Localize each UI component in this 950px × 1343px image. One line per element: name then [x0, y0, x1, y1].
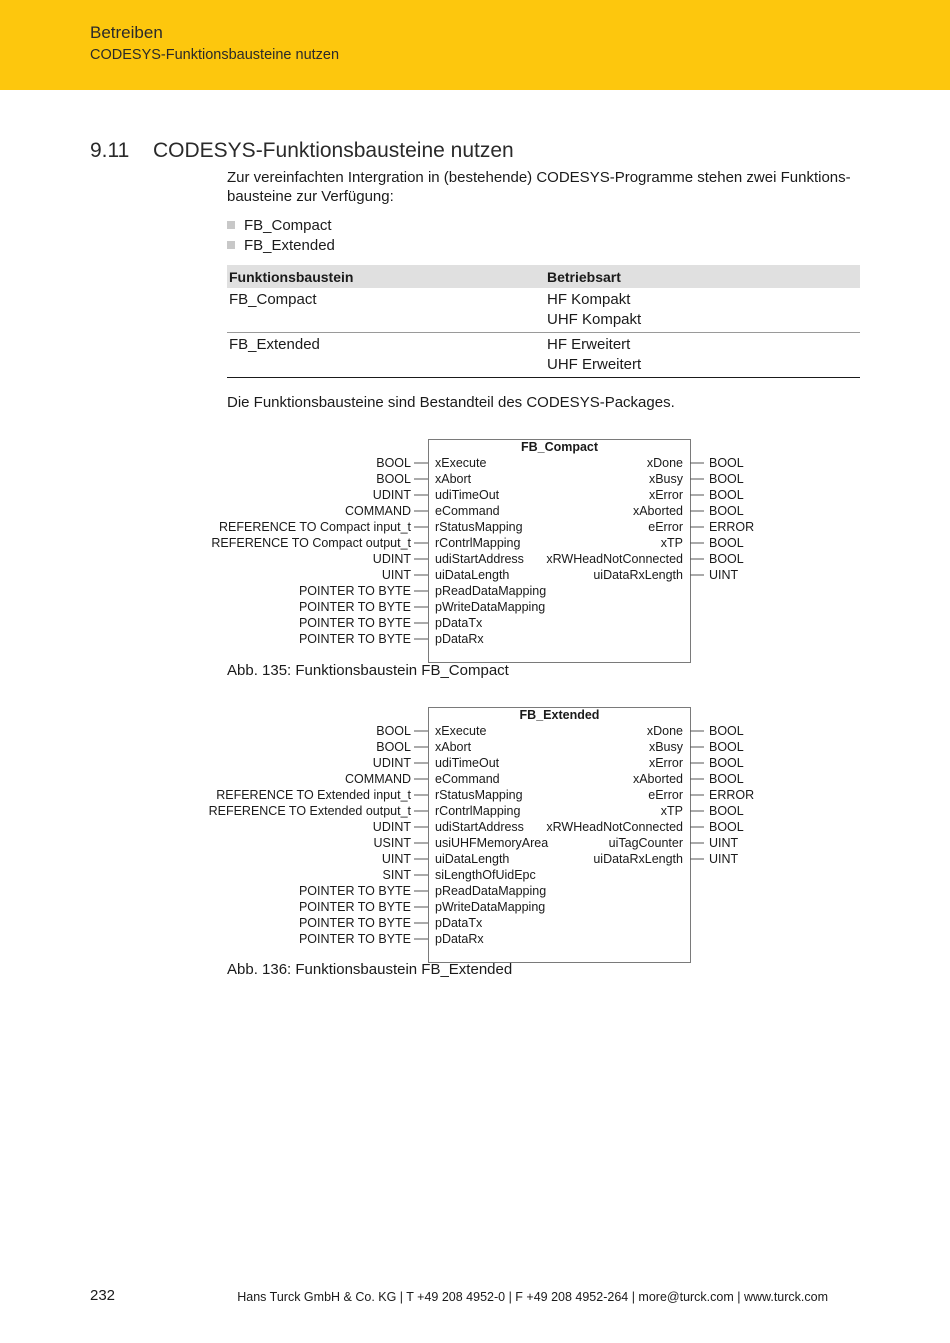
input-pin-name: pWriteDataMapping: [435, 600, 546, 614]
output-pin-type: BOOL: [709, 488, 744, 502]
input-pin-type: UDINT: [372, 552, 411, 566]
mode-line: HF Erweitert: [547, 336, 631, 353]
section-heading: [90, 139, 514, 163]
input-pin-name: uiDataLength: [435, 852, 510, 866]
mode-line: HF Kompakt: [547, 291, 631, 308]
output-pin-type: BOOL: [709, 456, 744, 470]
input-pin-name: rStatusMapping: [435, 520, 523, 534]
figure-caption: Abb. 136: Funktionsbaustein FB_Extended: [227, 961, 513, 978]
input-pin-type: POINTER TO BYTE: [298, 932, 411, 946]
input-pin-type: BOOL: [376, 472, 411, 486]
output-pin-name: xBusy: [648, 740, 683, 754]
function-block-name: FB_Compact: [520, 440, 599, 454]
table-row: [227, 333, 860, 378]
intro-line: bausteine zur Verfügung:: [227, 188, 394, 205]
input-pin-name: xExecute: [435, 456, 487, 470]
table-cell: [545, 288, 860, 333]
input-pin-name: xAbort: [435, 472, 472, 486]
input-pin-type: UDINT: [372, 488, 411, 502]
input-pin-name: udiStartAddress: [435, 820, 524, 834]
output-pin-name: xTP: [660, 536, 683, 550]
function-block-name: FB_Extended: [519, 708, 600, 722]
fb-extended-diagram: [0, 707, 950, 963]
input-pin-name: rStatusMapping: [435, 788, 523, 802]
input-pin-type: UINT: [381, 852, 411, 866]
input-pin-name: udiStartAddress: [435, 552, 524, 566]
output-pin-type: BOOL: [709, 536, 744, 550]
output-pin-name: uiTagCounter: [608, 836, 683, 850]
list-item-label: FB_Extended: [244, 236, 335, 254]
input-pin-type: POINTER TO BYTE: [298, 616, 411, 630]
input-pin-type: BOOL: [376, 456, 411, 470]
input-pin-name: udiTimeOut: [435, 488, 500, 502]
table-cell: FB_Extended: [227, 333, 545, 378]
figure-caption: Abb. 135: Funktionsbaustein FB_Compact: [227, 662, 509, 679]
footer-contact: Hans Turck GmbH & Co. KG | T +49 208 4952-0 | F +49 208 4952-264 | more@turck.com | www.turck.com: [237, 1290, 828, 1304]
output-pin-name: xRWHeadNotConnected: [546, 820, 683, 834]
package-note: Die Funktionsbausteine sind Bestandteil des CODESYS-Packages.: [227, 394, 675, 411]
output-pin-name: uiDataRxLength: [593, 852, 683, 866]
input-pin-name: udiTimeOut: [435, 756, 500, 770]
table-cell: FB_Compact: [227, 288, 545, 333]
section-title: CODESYS-Funktionsbausteine nutzen: [153, 139, 514, 162]
output-pin-name: eError: [648, 520, 683, 534]
output-pin-name: xError: [648, 756, 683, 770]
input-pin-name: xAbort: [435, 740, 472, 754]
input-pin-type: COMMAND: [345, 504, 411, 518]
output-pin-type: BOOL: [709, 472, 744, 486]
input-pin-name: pDataTx: [435, 616, 483, 630]
mode-line: UHF Erweitert: [547, 355, 642, 373]
input-pin-type: POINTER TO BYTE: [298, 632, 411, 646]
input-pin-type: UDINT: [372, 756, 411, 770]
intro-line: Zur vereinfachten Intergration in (bestehende) CODESYS-Programme stehen zwei Funktions-: [227, 169, 851, 186]
table-cell: [545, 333, 860, 378]
header-subtitle: CODESYS-Funktionsbausteine nutzen: [90, 47, 340, 63]
bullet-square-icon: [227, 241, 235, 249]
mode-line: UHF Kompakt: [547, 310, 642, 328]
output-pin-name: xError: [648, 488, 683, 502]
output-pin-type: UINT: [709, 836, 739, 850]
output-pin-type: UINT: [709, 568, 739, 582]
input-pin-name: usiUHFMemoryArea: [435, 836, 549, 850]
page-number: 232: [90, 1287, 116, 1304]
table-header-row: [227, 265, 860, 288]
output-pin-name: xDone: [646, 456, 683, 470]
output-pin-name: xRWHeadNotConnected: [546, 552, 683, 566]
output-pin-name: uiDataRxLength: [593, 568, 683, 582]
output-pin-type: BOOL: [709, 804, 744, 818]
input-pin-name: pDataTx: [435, 916, 483, 930]
function-block-table: [227, 265, 860, 378]
input-pin-type: POINTER TO BYTE: [298, 916, 411, 930]
bullet-list: [227, 216, 335, 255]
list-item: [227, 216, 335, 236]
input-pin-type: USINT: [373, 836, 411, 850]
input-pin-type: REFERENCE TO Extended output_t: [208, 804, 411, 818]
input-pin-type: REFERENCE TO Compact output_t: [211, 536, 411, 550]
input-pin-type: UDINT: [372, 820, 411, 834]
input-pin-name: rContrlMapping: [435, 536, 521, 550]
table-header-cell: Betriebsart: [545, 265, 860, 288]
header-title: Betreiben: [90, 23, 163, 42]
output-pin-name: xTP: [660, 804, 683, 818]
input-pin-name: pDataRx: [435, 632, 484, 646]
input-pin-type: BOOL: [376, 724, 411, 738]
input-pin-name: eCommand: [435, 772, 500, 786]
list-item: [227, 236, 335, 256]
output-pin-type: BOOL: [709, 820, 744, 834]
input-pin-name: eCommand: [435, 504, 500, 518]
output-pin-type: ERROR: [709, 520, 755, 534]
bullet-square-icon: [227, 221, 235, 229]
output-pin-type: BOOL: [709, 740, 744, 754]
output-pin-type: UINT: [709, 852, 739, 866]
input-pin-name: pDataRx: [435, 932, 484, 946]
fb-compact-diagram: [0, 439, 950, 663]
output-pin-type: BOOL: [709, 772, 744, 786]
input-pin-type: POINTER TO BYTE: [298, 600, 411, 614]
input-pin-type: SINT: [382, 868, 411, 882]
input-pin-type: POINTER TO BYTE: [298, 584, 411, 598]
output-pin-name: xAborted: [632, 504, 683, 518]
input-pin-name: xExecute: [435, 724, 487, 738]
output-pin-type: BOOL: [709, 552, 744, 566]
output-pin-type: ERROR: [709, 788, 755, 802]
input-pin-name: siLengthOfUidEpc: [435, 868, 536, 882]
input-pin-type: BOOL: [376, 740, 411, 754]
input-pin-type: REFERENCE TO Extended input_t: [216, 788, 411, 802]
input-pin-name: rContrlMapping: [435, 804, 521, 818]
input-pin-type: UINT: [381, 568, 411, 582]
table-row: [227, 288, 860, 333]
list-item-label: FB_Compact: [244, 217, 332, 234]
table-header-cell: Funktionsbaustein: [227, 265, 545, 288]
input-pin-name: pWriteDataMapping: [435, 900, 546, 914]
input-pin-name: pReadDataMapping: [435, 584, 547, 598]
output-pin-name: xBusy: [648, 472, 683, 486]
input-pin-type: POINTER TO BYTE: [298, 900, 411, 914]
output-pin-type: BOOL: [709, 756, 744, 770]
intro-paragraph: [227, 168, 857, 206]
input-pin-name: pReadDataMapping: [435, 884, 547, 898]
input-pin-type: REFERENCE TO Compact input_t: [219, 520, 411, 534]
input-pin-type: COMMAND: [345, 772, 411, 786]
output-pin-type: BOOL: [709, 724, 744, 738]
section-number: 9.11: [90, 139, 130, 162]
output-pin-name: xDone: [646, 724, 683, 738]
output-pin-name: xAborted: [632, 772, 683, 786]
input-pin-name: uiDataLength: [435, 568, 510, 582]
output-pin-name: eError: [648, 788, 683, 802]
output-pin-type: BOOL: [709, 504, 744, 518]
header-band: [0, 0, 950, 90]
input-pin-type: POINTER TO BYTE: [298, 884, 411, 898]
